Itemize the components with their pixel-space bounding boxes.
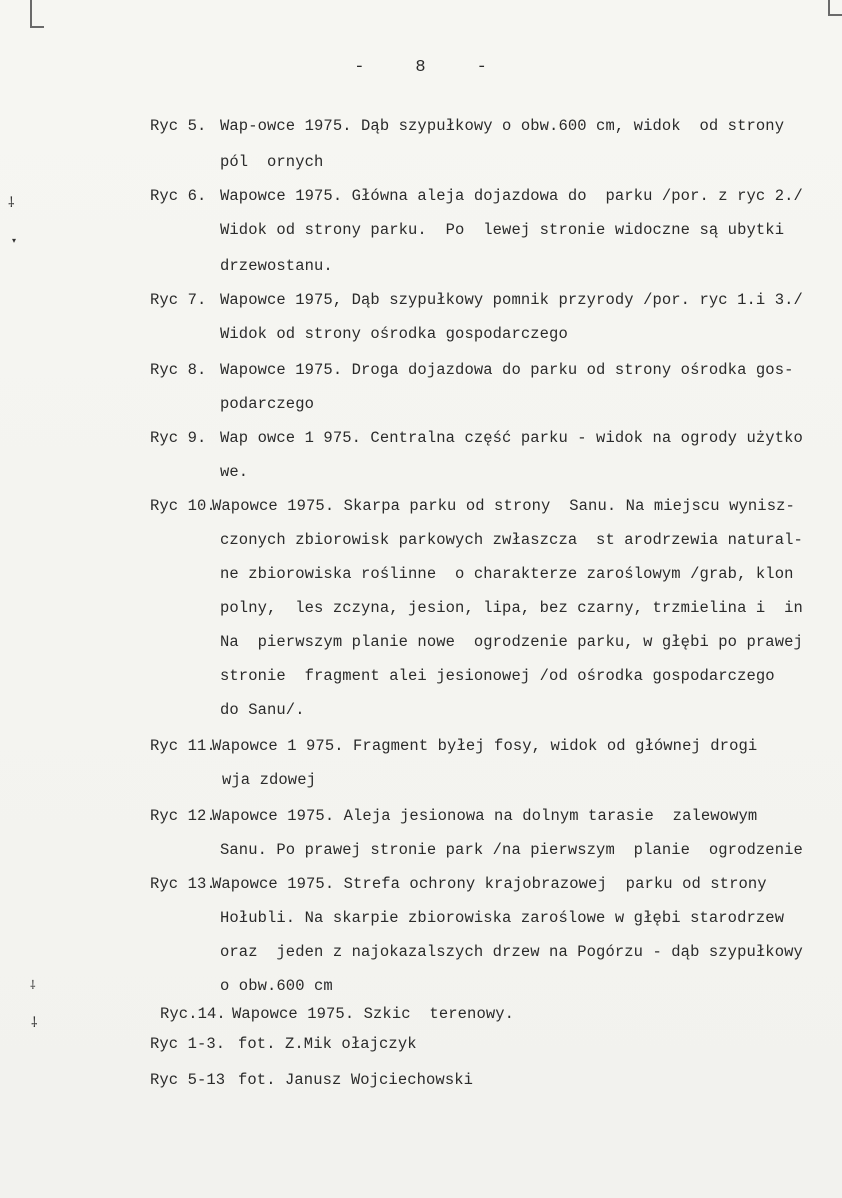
figure-caption-label: Ryc.14. — [160, 1005, 226, 1023]
figure-caption-line: czonych zbiorowisk parkowych zwłaszcza st arodrzewia natural- — [220, 531, 803, 549]
figure-caption-line: o obw.600 cm — [220, 977, 333, 995]
figure-caption-label: Ryc 6. — [150, 187, 207, 205]
figure-caption-line: Wapowce 1975. Szkic terenowy. — [232, 1005, 515, 1023]
photo-credit-text: fot. Janusz Wojciechowski — [238, 1071, 474, 1089]
figure-caption-line: Wapowce 1975. Droga dojazdowa do parku od strony ośrodka gos- — [220, 361, 794, 379]
punch-hole-speck: ⸸ — [31, 1015, 38, 1031]
figure-caption-line: Wap owce 1 975. Centralna część parku - widok na ogrody użytko — [220, 429, 803, 447]
page-number-dash-left: - — [354, 58, 366, 77]
punch-hole-speck: ▾ — [12, 236, 17, 245]
figure-caption-line: Wapowce 1975. Główna aleja dojazdowa do parku /por. z ryc 2./ — [220, 187, 803, 205]
figure-caption-line: we. — [220, 463, 249, 481]
figure-caption-label: Ryc 9. — [150, 429, 207, 447]
page-number — [0, 58, 842, 77]
figure-caption-label: Ryc 10. — [150, 497, 216, 515]
figure-caption-line: Na pierwszym planie nowe ogrodzenie parku, w głębi po prawej — [220, 633, 803, 651]
figure-caption-line: oraz jeden z najokazalszych drzew na Pogórzu - dąb szypułkowy — [220, 943, 803, 961]
photo-credit-label: Ryc 1-3. — [150, 1035, 226, 1053]
figure-caption-line: pól ornych — [220, 153, 324, 171]
figure-caption-label: Ryc 12. — [150, 807, 216, 825]
figure-caption-label: Ryc 11. — [150, 737, 216, 755]
corner-crop-mark-right — [828, 0, 842, 16]
figure-caption-line: Widok od strony ośrodka gospodarczego — [220, 325, 568, 343]
corner-crop-mark-left — [30, 0, 44, 28]
figure-caption-line: stronie fragment alei jesionowej /od ośrodka gospodarczego — [220, 667, 775, 685]
figure-caption-line: ne zbiorowiska roślinne o charakterze zaroślowym /grab, klon — [220, 565, 794, 583]
figure-caption-line: Hołubli. Na skarpie zbiorowiska zaroślowe w głębi starodrzew — [220, 909, 785, 927]
punch-hole-speck: ⸸ — [8, 195, 15, 211]
figure-caption-line: polny, les zczyna, jesion, lipa, bez czarny, trzmielina i in — [220, 599, 803, 617]
figure-caption-line: Widok od strony parku. Po lewej stronie widoczne są ubytki — [220, 221, 785, 239]
figure-caption-label: Ryc 7. — [150, 291, 207, 309]
page-number-dash-right: - — [476, 58, 488, 77]
figure-caption-label: Ryc 8. — [150, 361, 207, 379]
figure-caption-line: drzewostanu. — [220, 257, 333, 275]
figure-caption-line: Wapowce 1975. Aleja jesionowa na dolnym tarasie zalewowym — [212, 807, 758, 825]
figure-caption-line: Wapowce 1975. Skarpa parku od strony Sanu. Na miejscu wynisz- — [212, 497, 795, 515]
page-number-value: 8 — [415, 58, 427, 77]
figure-caption-line: do Sanu/. — [220, 701, 305, 719]
figure-caption-label: Ryc 13. — [150, 875, 216, 893]
figure-caption-line: wja zdowej — [222, 771, 317, 789]
figure-caption-line: Wapowce 1975. Strefa ochrony krajobrazowej parku od strony — [212, 875, 767, 893]
photo-credit-text: fot. Z.Mik ołajczyk — [238, 1035, 417, 1053]
photo-credit-label: Ryc 5-13 — [150, 1071, 226, 1089]
figure-caption-line: Wapowce 1975, Dąb szypułkowy pomnik przyrody /por. ryc 1.i 3./ — [220, 291, 803, 309]
punch-hole-speck: ⸸ — [30, 978, 36, 992]
figure-caption-line: podarczego — [220, 395, 315, 413]
figure-caption-line: Wapowce 1 975. Fragment byłej fosy, widok od głównej drogi — [212, 737, 758, 755]
figure-caption-line: Wap-owce 1975. Dąb szypułkowy o obw.600 cm, widok od strony — [220, 117, 785, 135]
figure-caption-label: Ryc 5. — [150, 117, 207, 135]
figure-caption-line: Sanu. Po prawej stronie park /na pierwszym planie ogrodzenie — [220, 841, 803, 859]
